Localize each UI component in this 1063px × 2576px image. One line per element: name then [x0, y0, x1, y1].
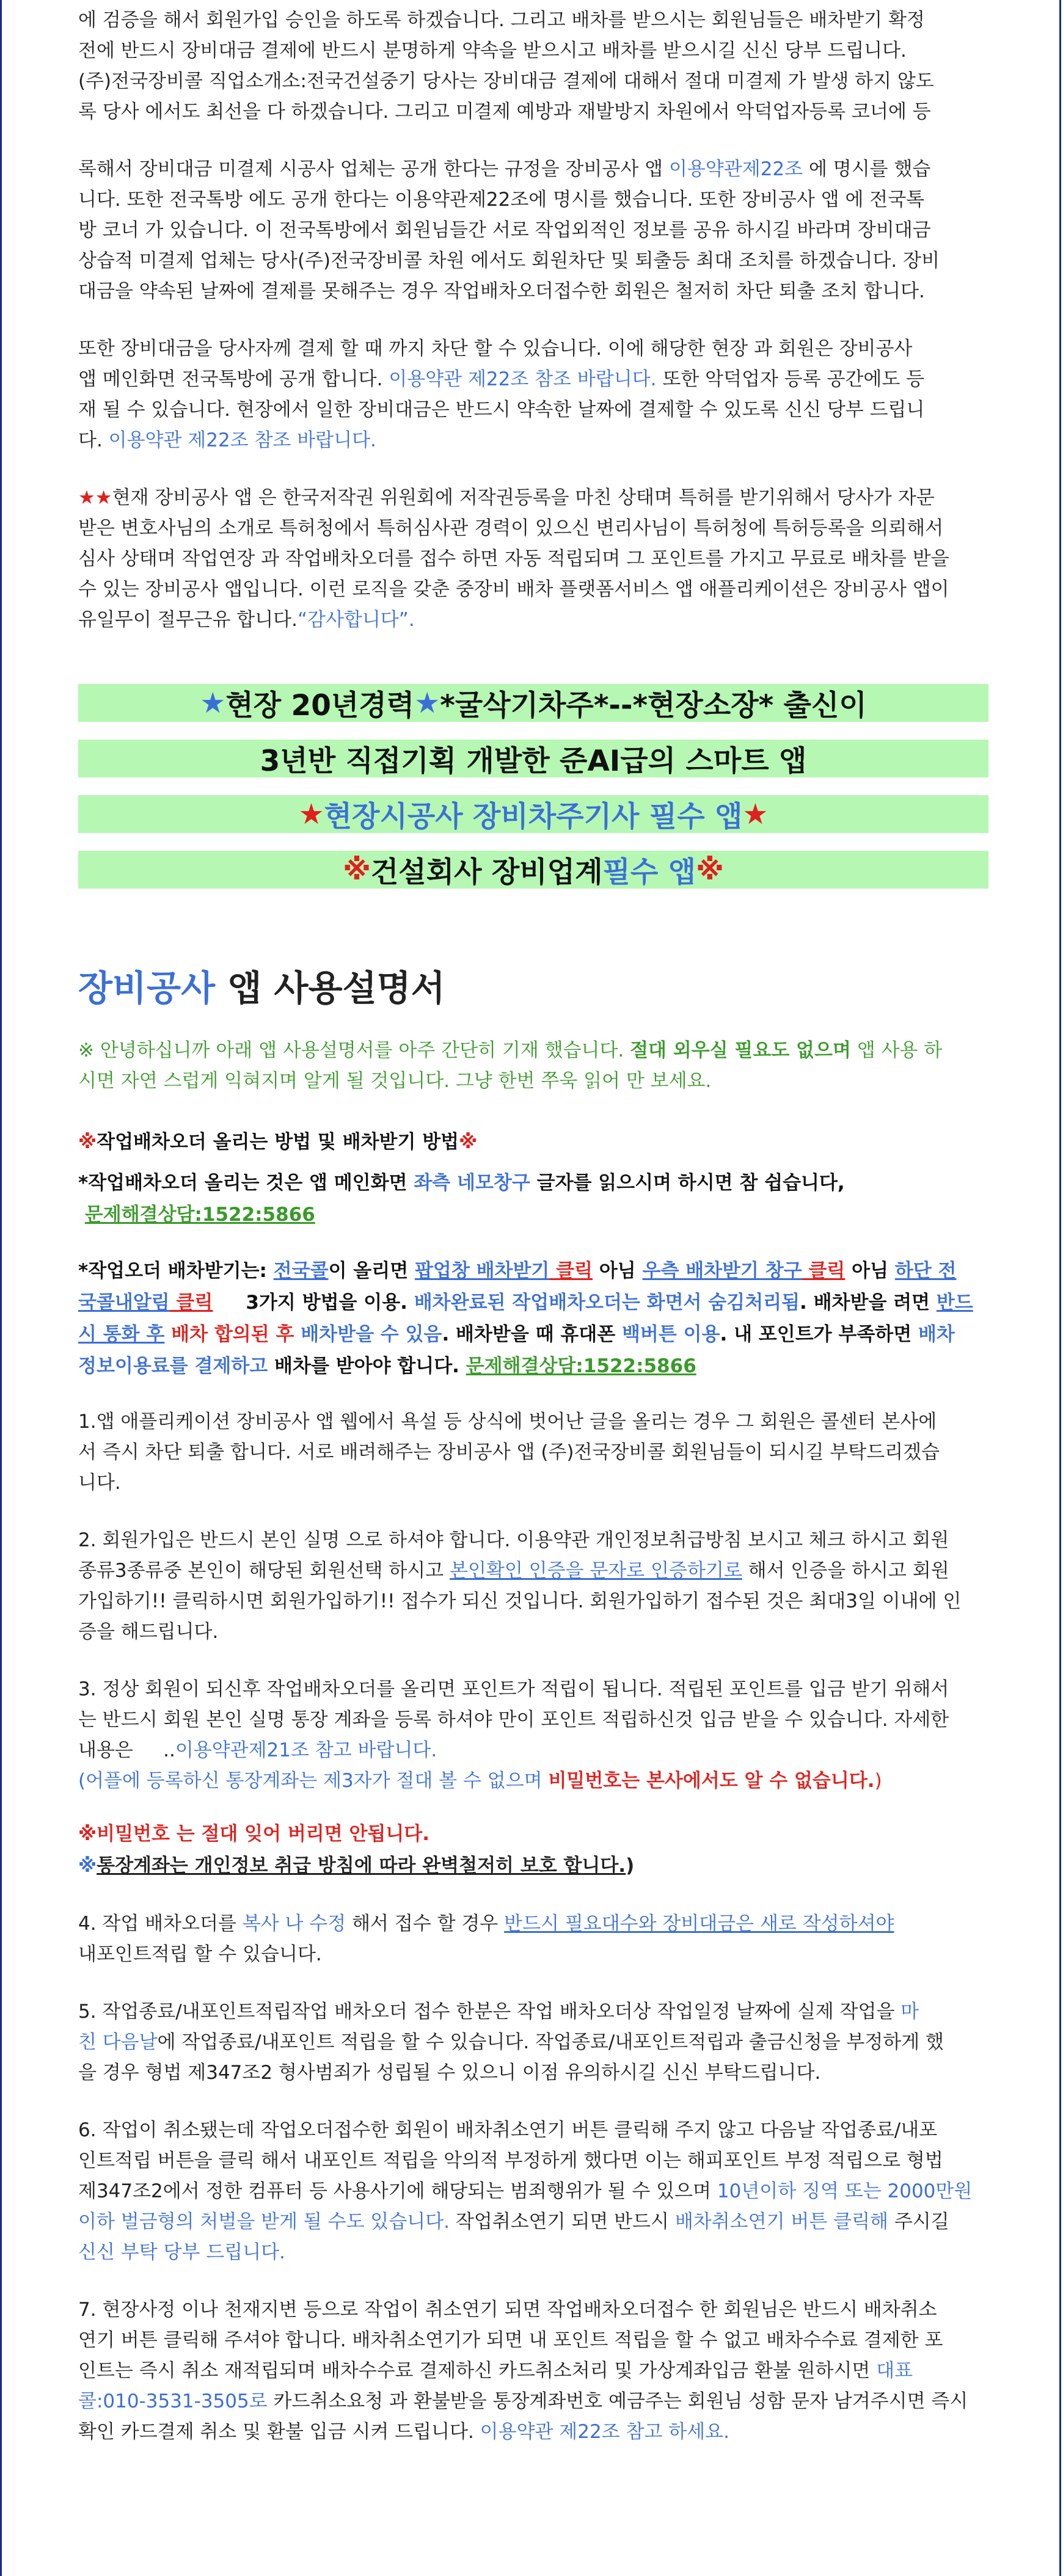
rule-item-4: [78, 1908, 988, 1970]
text-span: 확인 카드결제 취소 및 환불 입금 시켜 드립니다.: [78, 2421, 480, 2443]
title-text: 앱 사용설명서: [215, 967, 445, 1009]
text-span: 아님: [845, 1260, 895, 1282]
text-line: 서 즉시 차단 퇴출 합니다. 서로 배려해주는 장비공사 앱 (주)전국장비콜 회원님들이 되시길 부탁드리겠습: [78, 1441, 940, 1463]
text-line: [78, 1199, 988, 1231]
text-span: 배차 합의된 후: [171, 1323, 294, 1345]
text-span: 우측 배차받기 창구: [642, 1260, 802, 1282]
text-span: 글자를 읽으시며 하시면 참 쉽습니다,: [530, 1172, 845, 1194]
text-line: [78, 2207, 988, 2237]
text-line: [78, 1255, 988, 1287]
warning-text: 비밀번호 는 절대 잊어 버리면 안됩니다.: [97, 1823, 430, 1845]
text-span: 해서 인증을 하시고 회원: [742, 1560, 949, 1582]
phone-link[interactable]: 대표: [876, 2360, 913, 2382]
star-icon: ★: [200, 686, 226, 720]
hotline-link[interactable]: 문제해결상담:1522:5866: [466, 1355, 696, 1377]
banner-text: 건설회사 장비업계: [370, 855, 603, 889]
banner-construction: [78, 851, 988, 889]
text-line: 는 반드시 회원 본인 실명 통장 계좌을 등록 하셔야 만이 포인트 적립하신것 입금 받을 수 있습니다. 자세한: [78, 1709, 949, 1731]
text-span: . 배차받을 때 휴대폰: [442, 1323, 622, 1345]
intro-paragraph-2: [78, 154, 988, 307]
text-span: 또한 악덕업자 등록 공간에도 등: [656, 368, 925, 390]
text-span: 3가지 방법을 이용.: [213, 1292, 414, 1314]
text-span: ): [626, 1855, 635, 1877]
reference-mark-icon: ※: [343, 853, 371, 887]
text-span: 배차취소연기 버튼 클릭해: [674, 2211, 888, 2233]
text-span: 비밀번호는 본사에서도 알 수 없습니다.: [548, 1770, 875, 1792]
text-span: 팝업창 배차받기: [414, 1260, 550, 1282]
text-span: 주시길: [888, 2211, 949, 2233]
warning-account: [78, 1850, 988, 1882]
text-line: 가입하기!! 클릭하시면 회원가입하기!! 접수가 되신 것입니다. 회원가입하기 접수된 것은 최대3일 이내에 인: [78, 1590, 962, 1612]
banner-text: 필수 앱: [602, 855, 696, 889]
text-span: 하단 전: [894, 1260, 957, 1282]
text-line: [78, 1035, 988, 1066]
text-line: 심사 상태며 작업연장 과 작업배차오더를 접수 하면 자동 적립되며 그 포인트를 가지고 무료로 배차를 받을: [78, 548, 949, 570]
rule-item-2: [78, 1525, 988, 1647]
text-line: 7. 현장사정 이나 천재지변 등으로 작업이 취소연기 되면 작업배차오더접수 한 회원님은 반드시 배차취소: [78, 2299, 937, 2321]
text-line: 3. 정상 회원이 되신후 작업배차오더를 올리면 포인트가 적립이 됩니다. 적립된 포인트를 입금 받기 위해서: [78, 1678, 949, 1700]
manual-title: [78, 959, 988, 1011]
text-span: . 배차받을 려면: [800, 1292, 937, 1314]
text-span: 에 작업종료/내포인트 적립을 할 수 있습니다. 작업종료/내포인트적립과 출금신청을 부정하게 했: [157, 2031, 944, 2053]
text-line: (주)전국장비콜 직업소개소:전국건설중기 당사는 장비대금 결제에 대해서 절대 미결제 가 발생 하지 않도: [78, 70, 934, 92]
text-span: (어플에 등록하신 통장계좌는 제3자가 절대 볼 수 없으며: [78, 1770, 549, 1792]
text-line: 방 코너 가 있습니다. 이 전국톡방에서 회원님들간 서로 작업외적인 정보를 공유 하시길 바라며 장비대금: [78, 219, 931, 241]
text-line: [78, 2386, 988, 2417]
text-line: 받은 변호사님의 소개로 특허청에서 특허심사관 경력이 있으신 변리사님이 특허청에 특허등록을 의뢰해서: [78, 517, 944, 539]
text-line: [78, 482, 988, 513]
text-line: 록 당사 에서도 최선을 다 하겠습니다. 그리고 미결제 예방과 재발방지 차원에서 악덕업자등록 코너에 등: [78, 101, 931, 123]
intro-paragraph-1: [78, 5, 988, 127]
star-icon: ★★: [78, 487, 112, 509]
text-line: 대금을 약속된 날짜에 결제를 못해주는 경우 작업배차오더접수한 회원은 철저히 차단 퇴출 조치 합니다.: [78, 280, 925, 302]
reference-mark-icon: ※: [78, 1855, 97, 1877]
text-line: [78, 425, 988, 456]
text-line: [78, 1766, 988, 1796]
text-line: [78, 364, 988, 395]
text-line: [78, 1350, 988, 1382]
banner-smart-app: [78, 740, 988, 777]
text-span: 국콜내알림: [78, 1292, 170, 1314]
manual-notice: [78, 1035, 988, 1096]
page-content: [78, 5, 988, 2474]
text-line: 재 될 수 있습니다. 현장에서 일한 장비대금은 반드시 약속한 날짜에 결제할 수 있도록 신신 당부 드립니: [78, 399, 925, 421]
text-line: [78, 1996, 988, 2027]
text-span: 5. 작업종료/내포인트적립작업 배차오더 접수 한분은 작업 배차오더상 작업일정 날짜에 실제 작업을: [78, 2001, 901, 2023]
text-line: [78, 1167, 988, 1199]
rule-item-5: [78, 1996, 988, 2088]
text-span: 제347조2에서 정한 컴퓨터 등 사용사기에 해당되는 범죄행위가 될 수 있으며: [78, 2180, 717, 2202]
text-line: [78, 2356, 988, 2386]
rule-item-7: [78, 2294, 988, 2447]
text-line: 에 검증을 해서 회원가입 승인을 하도록 하겠습니다. 그리고 배차를 받으시는 회원님들은 배차받기 확정: [78, 9, 925, 31]
text-span: ※ 안녕하십니까 아래 앱 사용설명서를 아주 간단히 기재 했습니다.: [78, 1039, 630, 1061]
text-span: 록해서 장비대금 미결제 시공사 업체는 공개 한다는 규정을 장비공사 앱: [78, 158, 669, 180]
terms-link-21[interactable]: 이용약관제21조 참고 바랍니다.: [175, 1739, 437, 1761]
banner-text: 3년반 직접기획 개발한 준AI급의 스마트 앱: [260, 744, 807, 778]
text-span: 다.: [78, 429, 109, 451]
phone-link[interactable]: 콜:010-3531-3505로: [78, 2390, 268, 2412]
text-line: 니다.: [78, 1472, 121, 1494]
text-line: 인트적립 버튼을 클릭 해서 내포인트 적립을 악의적 부정하게 했다면 이는 해피포인트 부정 적립으로 형법: [78, 2150, 943, 2172]
banner-essential-app: [78, 795, 988, 833]
terms-link-22[interactable]: 이용약관제22조: [668, 158, 803, 180]
text-line: 내포인트적립 할 수 있습니다.: [78, 1943, 322, 1965]
text-line: 시면 자연 스럽게 익혀지며 알게 될 것입니다. 그냥 한번 쭈욱 읽어 만 보세요.: [78, 1070, 712, 1092]
reference-mark-icon: ※: [78, 1131, 97, 1153]
text-span: 10년이하 징역 또는 2000만원: [717, 2180, 973, 2202]
text-span: 클릭: [802, 1260, 846, 1282]
text-line: [78, 1735, 988, 1766]
text-span: 배차받을 수 있음: [301, 1323, 442, 1345]
text-span: 이하 벌금형의 처벌을 받게 될 수도 있습니다.: [78, 2211, 450, 2233]
rule-item-1: [78, 1406, 988, 1498]
title-brand: 장비공사: [78, 967, 216, 1009]
text-span: 작업취소연기 되면 반드시: [450, 2211, 675, 2233]
text-line: 을 경우 형법 제347조2 형사범죄가 성립될 수 있으니 이점 유의하시길 신신 부탁드립니다.: [78, 2062, 821, 2084]
text-span: 내용은 ..: [78, 1739, 175, 1761]
text-line: [78, 1319, 988, 1350]
banner-text: *굴삭기차주*--*현장소장* 출신이: [440, 688, 867, 722]
sms-verify-link[interactable]: 본인확인 인증을 문자로 인증하기로: [450, 1560, 742, 1582]
text-span: 배차완료된 작업배차오더는 화면서 숨김처리됨: [414, 1292, 800, 1314]
text-span: 반드: [936, 1292, 973, 1314]
text-span: [294, 1323, 301, 1345]
text-span: 배차를 받아야 합니다.: [268, 1355, 466, 1377]
text-line: [78, 2417, 988, 2447]
heading-text: 작업배차오더 올리는 방법 및 배차받기 방법: [97, 1131, 459, 1153]
terms-link-22[interactable]: 이용약관 제22조 참고 하세요.: [480, 2421, 729, 2443]
text-span: 인트는 즉시 취소 재적립되며 배차수수료 결제하신 카드취소처리 및 가상계좌입금 환불 원하시면: [78, 2360, 877, 2382]
text-span: 좌측 네모창구: [414, 1172, 530, 1194]
promo-banners: [78, 684, 988, 889]
hotline-link[interactable]: 문제해결상담:1522:5866: [84, 1204, 315, 1226]
text-line: 신신 부탁 당부 드립니다.: [78, 2241, 285, 2263]
banner-experience: [78, 684, 988, 722]
text-span: 종류3종류중 본인이 해당된 회원선택 하시고: [78, 1560, 450, 1582]
text-line: [78, 1555, 988, 1586]
text-line: 전에 반드시 장비대금 결제에 반드시 분명하게 약속을 받으시고 배차를 받으시길 신신 당부 드립니다.: [78, 40, 907, 62]
thanks-text: “감사합니다”.: [297, 609, 415, 631]
text-span: ): [874, 1770, 882, 1792]
text-line: 상습적 미결제 업체는 당사(주)전국장비콜 차원 에서도 회원차단 및 퇴출등 최대 조치를 하겠습니다. 장비: [78, 250, 940, 272]
text-line: [78, 605, 988, 635]
order-instructions: [78, 1167, 988, 1231]
text-line: [78, 154, 988, 184]
intro-paragraph-4: [78, 482, 988, 635]
text-line: 수 있는 장비공사 앱입니다. 이런 로직을 갖춘 중장비 배차 플랫폼서비스 앱 애플리케이션은 장비공사 앱이: [78, 578, 949, 600]
text-span: 클릭: [169, 1292, 213, 1314]
text-span: 앱 사용 하: [850, 1039, 943, 1061]
text-line: 6. 작업이 취소됐는데 작업오더접수한 회원이 배차취소연기 버튼 클릭해 주지 않고 다음날 작업종료/내포: [78, 2119, 938, 2141]
star-icon: ★: [298, 797, 324, 831]
text-span: *작업배차오더 올리는 것은 앱 메인화면: [78, 1172, 414, 1194]
warning-password: [78, 1818, 988, 1850]
reference-mark-icon: ※: [78, 1823, 97, 1845]
dispatch-instructions: [78, 1255, 988, 1382]
text-span: 정보이용료를 결제하고: [78, 1355, 268, 1377]
text-line: [78, 2176, 988, 2207]
text-line: [78, 1908, 988, 1939]
text-span: 에 명시를 했습: [803, 158, 931, 180]
star-icon: ★: [414, 686, 440, 720]
text-span: 전국콜: [273, 1260, 329, 1282]
text-line: [78, 2027, 988, 2058]
text-span: 배차: [918, 1323, 955, 1345]
banner-text: 현장 20년경력: [225, 688, 415, 722]
order-heading: [78, 1127, 988, 1157]
text-span: 반드시 필요대수와 장비대금은 새로 작성하셔야: [504, 1913, 894, 1935]
text-span: [164, 1323, 171, 1345]
text-span: 클릭: [549, 1260, 593, 1282]
reference-mark-icon: ※: [459, 1131, 478, 1153]
security-warnings: [78, 1818, 988, 1882]
warning-text: 통장계좌는 개인정보 취급 방침에 따라 완벽철저히 보호 합니다.: [97, 1855, 626, 1877]
text-line: 증을 해드립니다.: [78, 1621, 219, 1643]
text-span: 해서 접수 할 경우: [346, 1913, 505, 1935]
text-span: 4. 작업 배차오더를: [78, 1913, 243, 1935]
text-span: 백버튼 이용: [621, 1323, 720, 1345]
text-span: 유일무이 절무근유 합니다.: [78, 609, 298, 631]
terms-link-22[interactable]: 이용약관 제22조 참조 바랍니다.: [108, 429, 376, 451]
text-span: 시 통화 후: [78, 1323, 165, 1345]
text-line: 또한 장비대금을 당사자께 결제 할 때 까지 차단 할 수 있습니다. 이에 해당한 현장 과 회원은 장비공사: [78, 338, 913, 360]
star-icon: ★: [742, 797, 769, 831]
text-span: 카드취소요청 과 환불받을 통장계좌번호 예금주는 회원님 성함 문자 남겨주시면 즉시: [267, 2390, 968, 2412]
rule-item-6: [78, 2115, 988, 2268]
text-span: 친 다음날: [78, 2031, 158, 2053]
text-span: 절대 외우실 필요도 없으며: [630, 1039, 851, 1061]
text-span: *작업오더 배차받기는:: [78, 1260, 274, 1282]
text-span: 아님: [593, 1260, 643, 1282]
rule-item-3: [78, 1674, 988, 1796]
text-line: 니다. 또한 전국톡방 에도 공개 한다는 이용약관제22조에 명시를 했습니다. 또한 장비공사 앱 에 전국톡: [78, 189, 925, 211]
terms-link-22[interactable]: 이용약관 제22조 참조 바랍니다.: [389, 368, 657, 390]
banner-text: 현장시공사 장비차주기사 필수 앱: [324, 799, 743, 834]
text-span: 현재 장비공사 앱 은 한국저작권 위원회에 저작권등록을 마친 상태며 특허를 받기위해서 당사가 자문: [112, 487, 935, 509]
text-line: [78, 1287, 988, 1319]
text-span: 앱 메인화면 전국톡방에 공개 합니다.: [78, 368, 389, 390]
reference-mark-icon: ※: [696, 853, 724, 887]
text-span: 이 올리면: [328, 1260, 415, 1282]
text-span: . 내 포인트가 부족하면: [720, 1323, 918, 1345]
text-line: 연기 버튼 클릭해 주셔야 합니다. 배차취소연기가 되면 내 포인트 적립을 할 수 없고 배차수수료 결제한 포: [78, 2329, 943, 2351]
text-span: 복사 나 수정: [242, 1913, 346, 1935]
intro-paragraph-3: [78, 333, 988, 456]
text-line: 2. 회원가입은 반드시 본인 실명 으로 하셔야 합니다. 이용약관 개인정보취급방침 보시고 체크 하시고 회원: [78, 1529, 949, 1551]
text-span: 마: [900, 2001, 919, 2023]
text-line: 1.앱 애플리케이션 장비공사 앱 웹에서 욕설 등 상식에 벗어난 글을 올리는 경우 그 회원은 콜센터 본사에: [78, 1411, 937, 1433]
